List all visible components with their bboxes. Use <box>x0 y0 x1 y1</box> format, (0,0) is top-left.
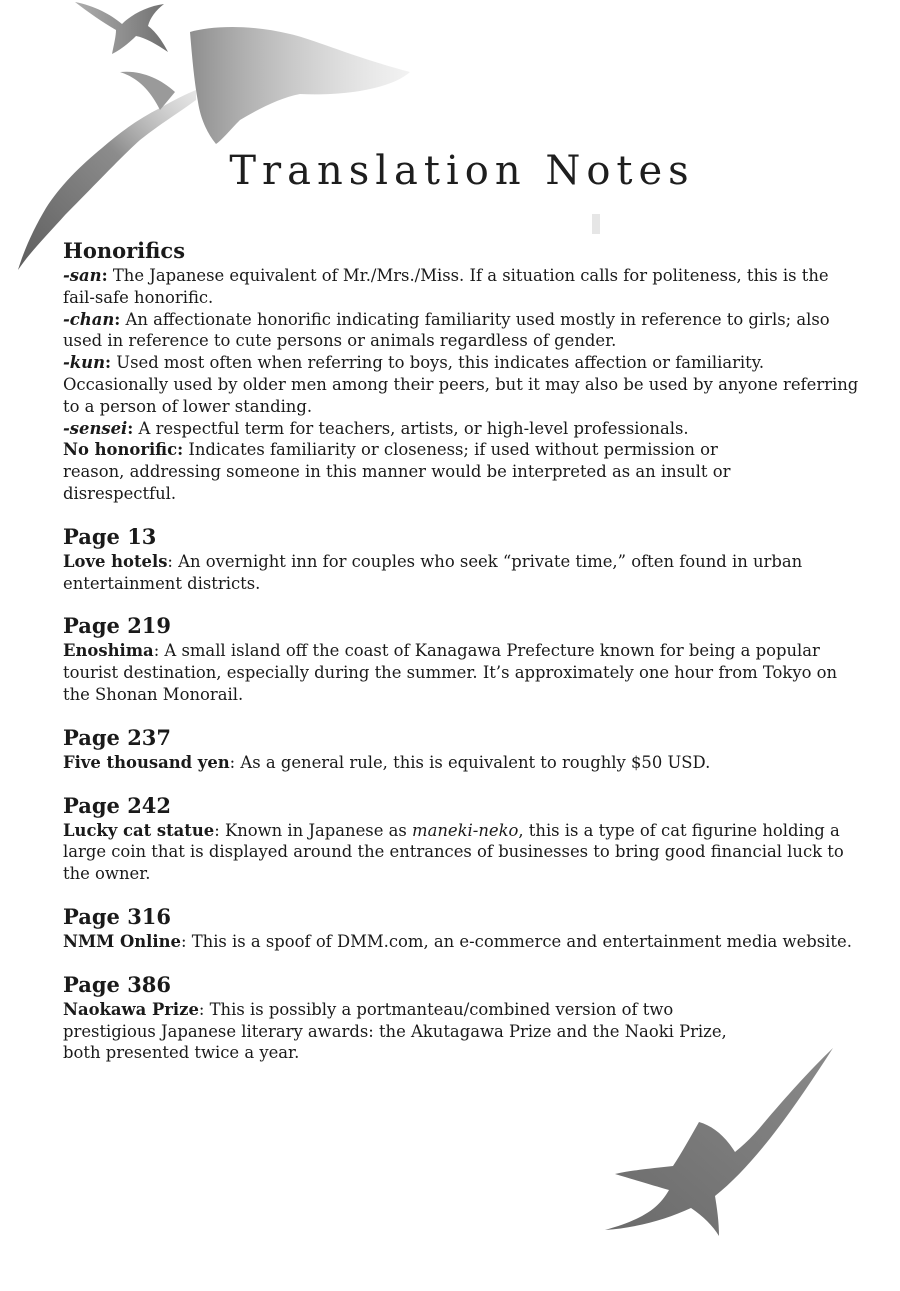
note-definition-start: : Known in Japanese as <box>214 820 413 840</box>
note-section <box>63 971 863 1064</box>
note-term: NMM Online <box>63 931 181 951</box>
decorative-mark <box>592 214 600 234</box>
honorific-entry: No honorific: Indicates familiarity or closeness; if used without permission or reason, addressing someone in this manner would be interpreted as an insult or disrespectful. <box>63 440 731 503</box>
honorific-entry: -chan: An affectionate honorific indicating familiarity used mostly in reference to girls; also used in reference to cute persons or animals regardless of gender. <box>63 309 830 351</box>
honorific-term: -sensei <box>63 418 128 438</box>
note-definition: : An overnight inn for couples who seek “private time,” often found in urban entertainment districts. <box>63 551 803 593</box>
honorific-term: No honorific <box>63 440 178 460</box>
note-entry <box>63 999 753 1064</box>
note-definition: : This is possibly a portmanteau/combined version of two prestigious Japanese literary awards: the Akutagawa Prize and the Naoki Prize, both presented twice a year. <box>63 999 727 1063</box>
honorific-entry: -san: The Japanese equivalent of Mr./Mrs./Miss. If a situation calls for politeness, this is the fail-safe honorific. <box>63 266 829 307</box>
notes-content <box>63 237 863 1082</box>
honorific-entry: -sensei: A respectful term for teachers, artists, or high-level professionals. <box>63 418 689 438</box>
page-heading: Page 219 <box>63 613 172 639</box>
note-term: Love hotels <box>63 551 168 571</box>
note-italic-term: maneki-neko <box>412 820 519 840</box>
honorific-definition: Indicates familiarity or closeness; if used without permission or reason, addressing someone in this manner would be interpreted as an insult or disrespectful. <box>63 440 731 503</box>
honorific-definition: Used most often when referring to boys, this indicates affection or familiarity. Occasionally used by older men among their peers, but it may also be used by anyone referring to a person of lower standing. <box>63 353 859 416</box>
honorific-term: -san <box>63 266 102 285</box>
note-term: Enoshima <box>63 641 154 661</box>
note-term: Lucky cat statue <box>63 820 215 840</box>
note-entry <box>63 551 863 595</box>
honorific-term: -kun <box>63 353 105 373</box>
note-section <box>63 523 863 595</box>
honorifics-section <box>63 237 863 505</box>
page-heading: Page 13 <box>63 523 157 549</box>
honorific-definition: A respectful term for teachers, artists, or high-level professionals. <box>133 418 689 438</box>
note-definition: : As a general rule, this is equivalent to roughly $50 USD. <box>229 752 711 772</box>
note-section <box>63 724 863 774</box>
note-section <box>63 903 863 953</box>
section-heading: Honorifics <box>63 238 186 263</box>
note-definition-end: , this is a type of cat figurine holding a large coin that is displayed around the entrances of businesses to bring good financial luck to the owner. <box>63 820 844 884</box>
bird-silhouette-large <box>10 20 420 270</box>
page-heading: Page 242 <box>63 792 172 818</box>
note-definition: : This is a spoof of DMM.com, an e-commerce and entertainment media website. <box>180 931 852 951</box>
honorific-definition: The Japanese equivalent of Mr./Mrs./Miss. If a situation calls for politeness, this is the fail-safe honorific. <box>63 266 829 307</box>
note-section <box>63 612 863 705</box>
honorific-entry: -kun: Used most often when referring to boys, this indicates affection or familiarity. Occasionally used by older men among their peers, but it may also be used by anyone referring to a person of lower standing. <box>63 353 859 416</box>
note-entry <box>63 640 863 705</box>
page-heading: Page 237 <box>63 724 172 750</box>
note-entry <box>63 820 863 885</box>
honorific-definition: An affectionate honorific indicating familiarity used mostly in reference to girls; also used in reference to cute persons or animals regardless of gender. <box>63 309 830 351</box>
note-section <box>63 792 863 885</box>
page-heading: Page 316 <box>63 903 172 929</box>
page-title: Translation Notes <box>229 148 695 194</box>
note-entry <box>63 752 863 774</box>
note-entry <box>63 931 863 953</box>
note-definition: : A small island off the coast of Kanagawa Prefecture known for being a popular tourist destination, especially during the summer. It’s approximately one hour from Tokyo on the Shonan Monorail. <box>63 641 838 704</box>
page-heading: Page 386 <box>63 971 172 997</box>
note-term: Five thousand yen <box>63 752 230 772</box>
note-term: Naokawa Prize <box>63 999 199 1019</box>
honorific-term: -chan <box>63 309 115 329</box>
